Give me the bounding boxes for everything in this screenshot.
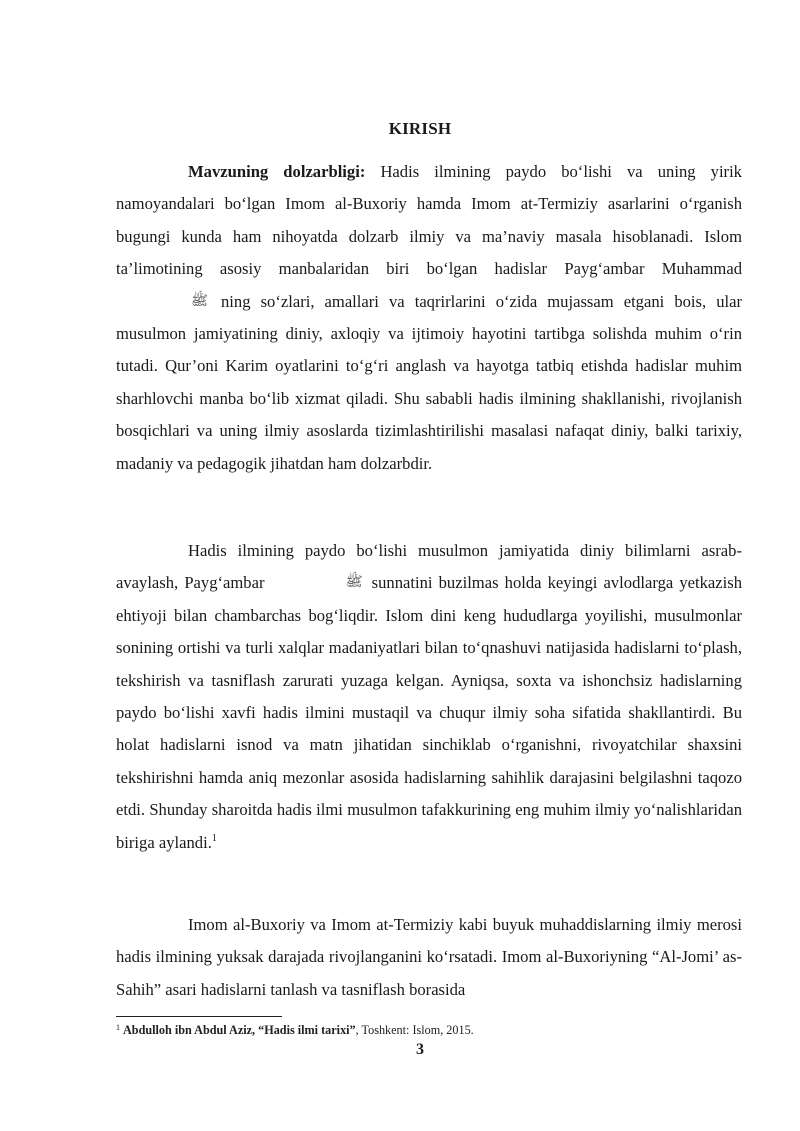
page-number: 3 (416, 1041, 424, 1058)
paragraph-relevance (116, 156, 742, 480)
paragraph-text: sunnatini buzilmas holda keyingi avlodlarga yetkazish ehtiyoji bilan chambarchas bog‘liqdir. Islom dini keng hududlarga yoyilishi, musulmonlar sonining ortishi va turli xalqlar madaniyatlari bilan to‘qnashuvi natijasida hadislarni to‘plash, tekshirish va tasniflash zarurati yuzaga kelgan. Ayniqsa, soxta va ishonchsiz hadislarning paydo bo‘lishi xavfi hadis ilmini mustaqil va chuqur ilmiy soha sifatida shakllantirdi. Bu holat hadislarni isnod va matn jihatidan sinchiklab o‘rganishni, rivoyatchilar shaxsini tekshirishni hamda aniq mezonlar asosida hadislarning sahihlik darajasini belgilashni taqozo etdi. Shunday sharoitda hadis ilmi musulmon tafakkurining eng muhim ilmiy yo‘nalishlaridan biriga aylandi. (116, 573, 743, 852)
footnote-reference[interactable]: 1 (211, 832, 217, 844)
paragraph-origin (116, 535, 742, 859)
section-heading: KIRISH (388, 119, 452, 138)
footnote-source-title: Abdulloh ibn Abdul Aziz, “Hadis ilmi tarixi” (123, 1023, 356, 1037)
paragraph-text: Hadis ilmining paydo bo‘lishi musulmon jamiyatida diniy bilimlarni asrab-avaylash, Payg‘ambar (116, 541, 742, 593)
footnote-divider (116, 1016, 282, 1017)
paragraph-heritage: Imom al-Buxoriy va Imom at-Termiziy kabi buyuk muhaddislarning ilmiy merosi hadis ilmining yuksak darajada rivojlanganini ko‘rsatadi. Imom al-Buxoriyning “Al-Jomi’ as-Sahih” asari hadislarni tanlash va tasniflash borasida (116, 915, 742, 999)
footnote (116, 1022, 756, 1038)
footnote-source-details: , Toshkent: Islom, 2015. (355, 1023, 474, 1037)
paragraph-lead: Mavzuning dolzarbligi: (188, 162, 366, 181)
footnote-number: 1 (116, 1023, 120, 1032)
paragraph-text: Hadis ilmining paydo bo‘lishi va uning yirik namoyandalari bo‘lgan Imom al-Buxoriy hamda Imom at-Termiziy asarlarini o‘rganish bugungi kunda ham nihoyatda dolzarb ilmiy va ma’naviy masala hisoblanadi. Islom ta’limotining asosiy manbalaridan biri bo‘lgan hadislar Payg‘ambar Muhammad (116, 162, 742, 279)
paragraph-text: ning so‘zlari, amallari va taqrirlarini o‘zida mujassam etgani bois, ular musulmon jamiyatining diniy, axloqiy va ijtimoiy hayotini tartibga solishda muhim o‘rin tutadi. Qur’oni Karim oyatlarini to‘g‘ri anglash va hayotga tatbiq etishda hadislar muhim sharhlovchi manba bo‘lib xizmat qiladi. Shu sababli hadis ilmining shakllanishi, rivojlanish bosqichlari va uning ilmiy asoslarda tizimlashtirilishi masalasi nafaqat diniy, balki tarixiy, madaniy va pedagogik jihatdan ham dolzarbdir. (116, 291, 742, 473)
honorific-symbol: ﷺ (345, 575, 363, 591)
honorific-symbol: ﷺ (191, 293, 208, 309)
